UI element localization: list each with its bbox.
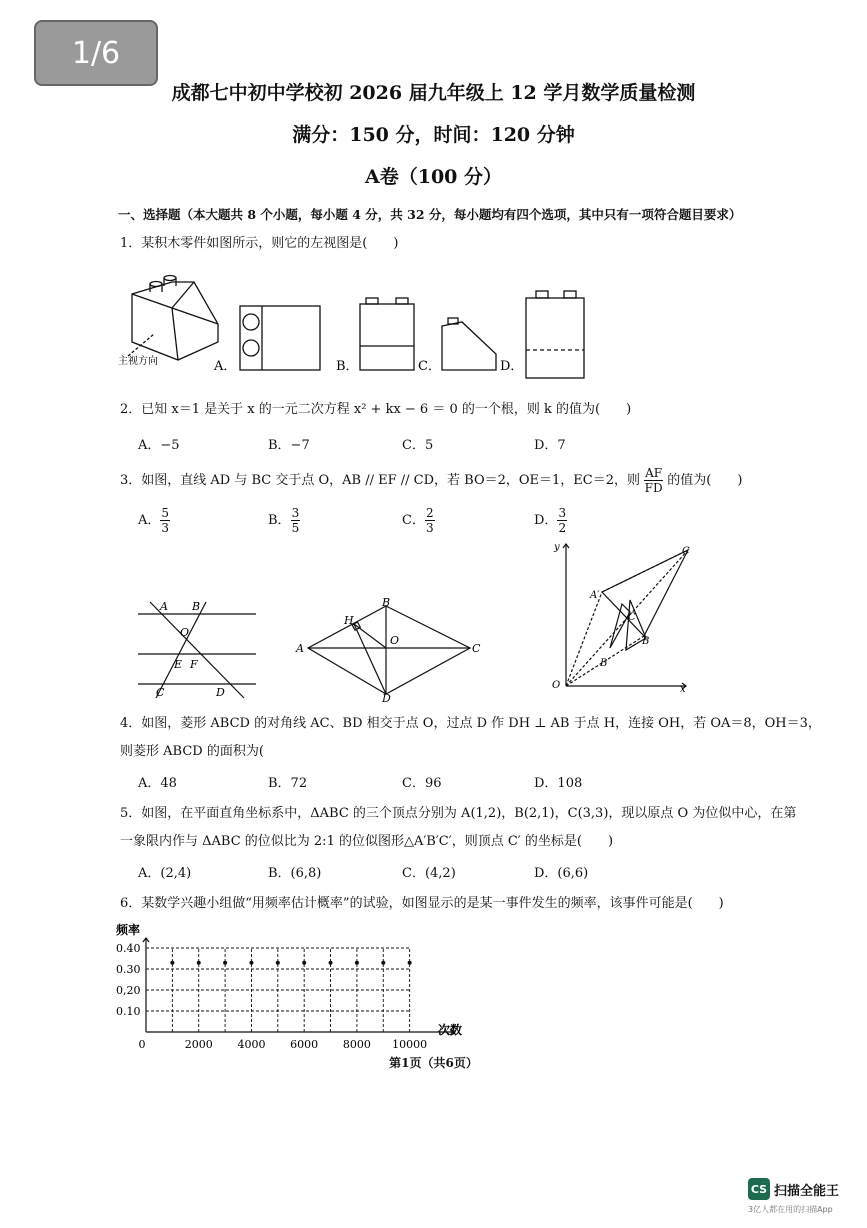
q4-stem-line1: 4．如图，菱形 ABCD 的对角线 AC、BD 相交于点 O，过点 D 作 DH ⊥ AB 于点 H，连接 OH，若 OA＝8，OH＝3， xyxy=(120,716,821,731)
q3-label-e: E xyxy=(174,658,183,671)
chart-point xyxy=(197,961,201,965)
q3-label-a: A xyxy=(160,600,168,613)
q3-label-o: O xyxy=(180,626,190,639)
q3-label-d: D xyxy=(216,686,225,699)
q3-label-c: C xyxy=(156,686,165,699)
q2-option-d: D．7 xyxy=(534,438,566,453)
q3-label-b: B xyxy=(192,600,201,613)
chart-xlabel: 次数 xyxy=(438,1023,463,1037)
frequency-chart xyxy=(108,920,478,1052)
chart-y-tick-label: 0,20 xyxy=(116,984,141,997)
q3-option-c xyxy=(402,506,435,535)
q3-option-d-label: D． xyxy=(534,513,558,528)
q2-option-a: A．−5 xyxy=(138,438,180,453)
q2-option-b: B．−7 xyxy=(268,438,310,453)
chart-y-ticks xyxy=(116,942,141,1018)
q1-stem: 1．某积木零件如图所示，则它的左视图是( ) xyxy=(120,236,399,251)
chart-axes xyxy=(143,938,454,1035)
q5-option-c: C．(4,2) xyxy=(402,866,456,881)
exam-title: 成都七中初中学校初 2026 届九年级上 12 学月数学质量检测 xyxy=(171,82,696,104)
q3-option-d-den: 2 xyxy=(558,521,567,535)
q1-figures xyxy=(118,268,538,380)
scanner-name: 扫描全能王 xyxy=(774,1184,840,1199)
chart-point xyxy=(223,961,227,965)
q3-option-a-label: A． xyxy=(138,513,161,528)
chart-point xyxy=(302,961,306,965)
chart-point xyxy=(249,961,253,965)
q1-block-figure xyxy=(128,276,218,361)
q5-label-b-prime: B xyxy=(642,636,650,647)
q3-option-a-num: 5 xyxy=(161,506,170,520)
q4-label-d: D xyxy=(382,692,391,702)
q4-option-d: D．108 xyxy=(534,776,583,791)
q5-label-o: O xyxy=(552,680,561,691)
q1-option-a-label: A． xyxy=(214,359,237,374)
chart-x-tick-label: 10000 xyxy=(392,1038,428,1051)
chart-x-tick-label: 8000 xyxy=(342,1038,371,1051)
exam-subtitle: 满分：150 分，时间：120 分钟 xyxy=(292,124,575,146)
q5-label-b: B xyxy=(600,658,608,669)
q3-option-c-num: 2 xyxy=(425,506,434,520)
scanner-logo-icon: CS xyxy=(748,1178,770,1200)
q4-label-c: C xyxy=(472,642,481,655)
chart-point xyxy=(170,961,174,965)
q3-option-b xyxy=(268,506,300,535)
chart-x-ticks xyxy=(139,1038,428,1051)
q1-option-b-label: B． xyxy=(336,359,359,374)
q2-option-c: C．5 xyxy=(402,438,434,453)
page-footer: 第1页（共6页） xyxy=(389,1056,478,1070)
chart-y-tick-label: 0.40 xyxy=(116,942,141,955)
chart-grid xyxy=(146,948,410,1032)
q5-stem-line2: 一象限内作与 ΔABC 的位似比为 2:1 的位似图形△A′B′C′，则顶点 C′ 的坐标是( ) xyxy=(120,834,614,849)
q4-stem-line2: 则菱形 ABCD 的面积为( xyxy=(120,744,264,759)
q3-fraction-denominator: FD xyxy=(644,481,663,495)
q1-option-a-figure xyxy=(240,306,320,370)
q5-option-b: B．(6,8) xyxy=(268,866,322,881)
page-indicator: 1/6 xyxy=(34,20,158,86)
q1-option-c-figure xyxy=(442,318,496,370)
q3-option-d-num: 3 xyxy=(558,506,567,520)
section-a-heading: A卷（100 分） xyxy=(364,166,503,188)
chart-point xyxy=(381,961,385,965)
q4-label-o: O xyxy=(390,634,400,647)
q1-option-d-drawing xyxy=(520,288,590,380)
q4-label-a: A xyxy=(296,642,304,655)
q1-option-c-label: C． xyxy=(418,359,441,374)
q4-label-h: H xyxy=(344,614,354,627)
chart-point xyxy=(329,961,333,965)
q3-option-c-label: C． xyxy=(402,513,425,528)
chart-point xyxy=(276,961,280,965)
q3-option-a xyxy=(138,506,170,535)
q5-label-a-prime: A′ xyxy=(590,590,600,601)
q5-option-a: A．(2,4) xyxy=(138,866,192,881)
q6-stem: 6．某数学兴趣小组做“用频率估计概率”的试验，如图显示的是某一事件发生的频率，该事件可能是( ) xyxy=(120,896,724,911)
q5-stem-line1: 5．如图，在平面直角坐标系中，ΔABC 的三个顶点分别为 A(1,2)，B(2,1)，C(3,3)，现以原点 O 为位似中心，在第 xyxy=(120,806,797,821)
q5-coordinate-figure xyxy=(540,536,690,696)
q4-label-b: B xyxy=(382,598,391,609)
q5-label-y: y xyxy=(554,542,560,553)
q1-direction-label: 主视方向 xyxy=(118,356,158,367)
q3-option-b-num: 3 xyxy=(291,506,300,520)
q2-stem: 2．已知 x＝1 是关于 x 的一元二次方程 x² + kx − 6 ＝ 0 的一个根，则 k 的值为( ) xyxy=(120,402,632,417)
q1-option-d-label: D． xyxy=(500,359,524,374)
q3-option-c-den: 3 xyxy=(425,521,434,535)
q3-label-f: F xyxy=(190,658,198,671)
q3-option-b-label: B． xyxy=(268,513,291,528)
q4-rhombus-figure xyxy=(294,598,484,702)
q1-option-b-figure xyxy=(360,298,414,370)
scanner-tagline: 3亿人都在用的扫描App xyxy=(748,1205,833,1214)
q3-stem-text: 3．如图，直线 AD 与 BC 交于点 O，AB // EF // CD，若 BO＝2，OE＝1，EC＝2，则 xyxy=(120,473,640,488)
q5-label-c: C xyxy=(628,612,636,623)
chart-x-tick-label: 4000 xyxy=(237,1038,266,1051)
chart-x-tick-label: 2000 xyxy=(184,1038,213,1051)
chart-point xyxy=(355,961,359,965)
chart-point xyxy=(408,961,412,965)
q3-fraction xyxy=(644,466,663,495)
q5-option-d: D．(6,6) xyxy=(534,866,589,881)
chart-y-tick-label: 0.30 xyxy=(116,963,141,976)
q4-option-c: C．96 xyxy=(402,776,442,791)
q3-stem-tail: 的值为( ) xyxy=(667,473,743,488)
chart-x-tick-label: 0 xyxy=(138,1038,146,1051)
chart-x-tick-label: 6000 xyxy=(290,1038,319,1051)
chart-points xyxy=(170,961,411,965)
q3-option-a-den: 3 xyxy=(161,521,170,535)
q4-option-b: B．72 xyxy=(268,776,308,791)
q3-parallel-figure xyxy=(132,596,262,700)
q5-label-c-prime: C xyxy=(682,546,690,557)
q3-stem xyxy=(120,466,742,495)
chart-ylabel: 频率 xyxy=(116,923,141,937)
q4-option-a: A．48 xyxy=(138,776,177,791)
scanner-watermark xyxy=(748,1178,858,1218)
q3-option-d xyxy=(534,506,567,535)
q3-option-b-den: 5 xyxy=(291,521,300,535)
chart-y-tick-label: 0.10 xyxy=(116,1005,141,1018)
section1-heading: 一、选择题（本大题共 8 个小题，每小题 4 分，共 32 分，每小题均有四个选项，其中只有一项符合题目要求） xyxy=(118,207,742,222)
q5-label-x: x xyxy=(680,684,686,695)
q3-fraction-numerator: AF xyxy=(645,466,663,480)
